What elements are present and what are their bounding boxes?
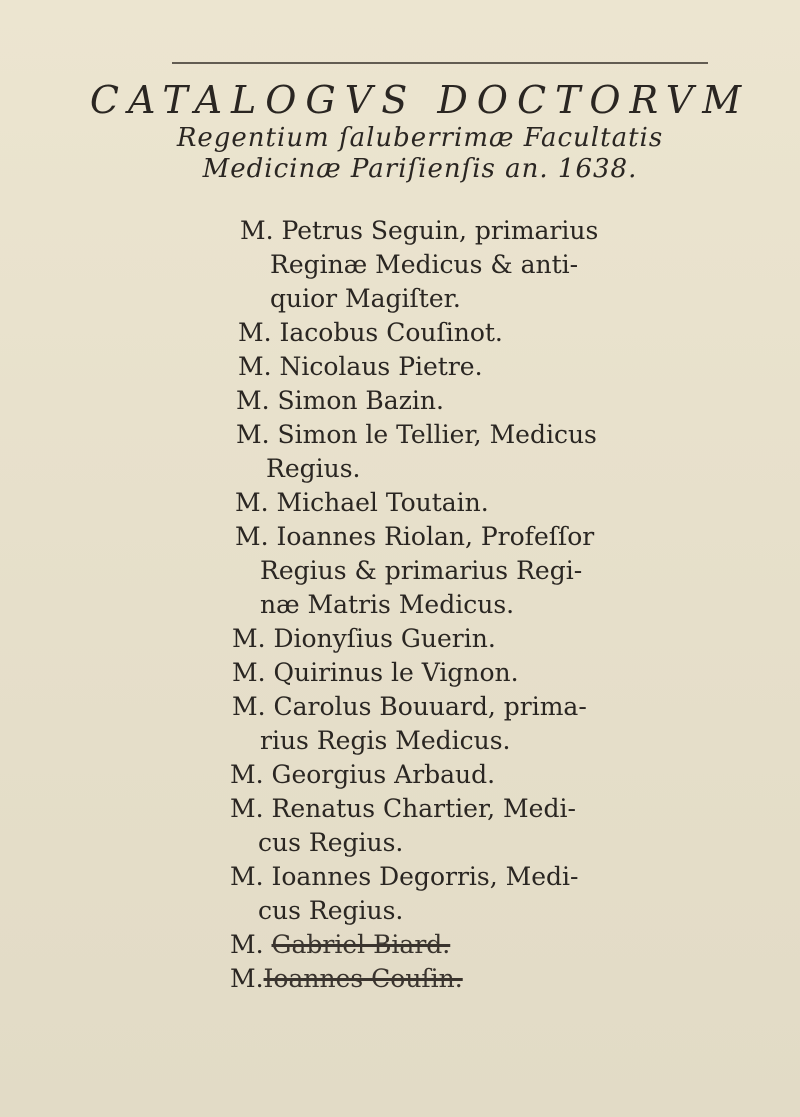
- entry-line: M. Georgius Arbaud.: [230, 760, 496, 789]
- entry-line: M. Carolus Bouuard, prima-: [232, 692, 587, 721]
- entry-line: Reginæ Medicus & anti-: [270, 250, 579, 279]
- struck-entry-name: Gabriel Biard.: [271, 930, 451, 959]
- struck-entry: [230, 964, 463, 993]
- top-rule: [172, 62, 708, 64]
- entry-line: M. Petrus Seguin, primarius: [240, 216, 599, 245]
- entry-line: cus Regius.: [258, 828, 404, 857]
- entry-line: M. Michael Toutain.: [235, 488, 489, 517]
- title-line-1: CATALOGVS DOCTORVM: [89, 78, 751, 122]
- entry-line: M. Simon Bazin.: [236, 386, 444, 415]
- title-line-2: Regentium ſaluberrimæ Facultatis: [176, 122, 664, 153]
- entry-line: M. Renatus Chartier, Medi-: [230, 794, 576, 823]
- catalog-title: [0, 78, 800, 184]
- entry-line: cus Regius.: [258, 896, 404, 925]
- entry-line: Regius & primarius Regi-: [260, 556, 583, 585]
- entry-line: M. Dionyſius Guerin.: [232, 624, 496, 653]
- entry-line: M. Simon le Tellier, Medicus: [236, 420, 597, 449]
- entry-line: M. Ioannes Degorris, Medi-: [230, 862, 579, 891]
- entry-line: Regius.: [266, 454, 361, 483]
- entry-line: næ Matris Medicus.: [260, 590, 515, 619]
- struck-entry: [230, 930, 450, 959]
- entry-line: M. Nicolaus Pietre.: [238, 352, 483, 381]
- struck-entry-prefix: M.: [230, 964, 264, 993]
- title-line-3: Medicinæ Pariſienſis an. 1638.: [202, 153, 638, 184]
- entry-line: rius Regis Medicus.: [260, 726, 511, 755]
- entry-line: quior Magiſter.: [270, 284, 461, 313]
- struck-entry-name: Ioannes Couſin.: [263, 964, 463, 993]
- entry-line: M. Ioannes Riolan, Profeſſor: [235, 522, 595, 551]
- entry-line: M. Quirinus le Vignon.: [232, 658, 519, 687]
- struck-entry-prefix: M.: [230, 930, 264, 959]
- entry-line: M. Iacobus Couſinot.: [238, 318, 503, 347]
